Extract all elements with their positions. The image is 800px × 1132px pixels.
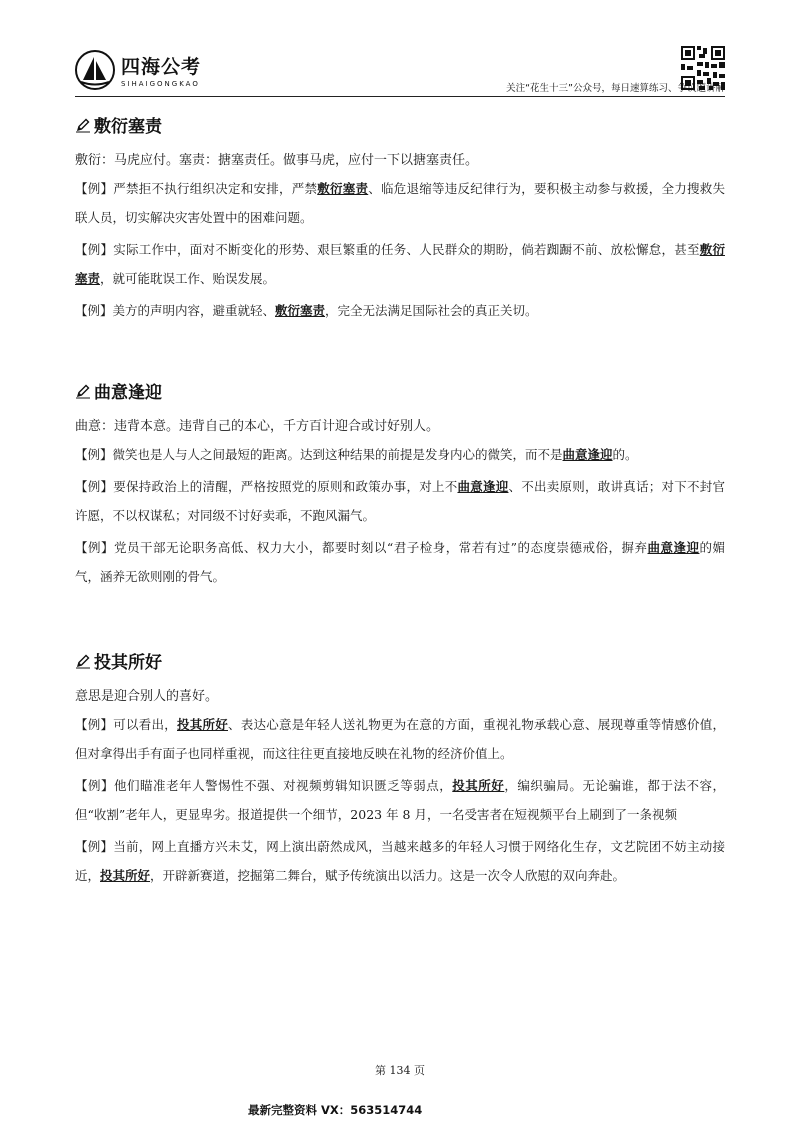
definition: 意思是迎合别人的喜好。 xyxy=(75,689,219,704)
header-note: 关注“花生十三”公众号，每日速算练习、争议题讲解 xyxy=(506,83,725,94)
idiom-section xyxy=(75,112,725,325)
example-paragraph: 【例】要保持政治上的清醒，严格按照党的原则和政策办事，对上不曲意逢迎、不出卖原则，敢讲真话；对下不封官许愿，不以权谋私；对同级不讨好卖乖，不跑风漏气。 xyxy=(75,479,725,523)
header-divider xyxy=(75,96,725,97)
keyword: 投其所好 xyxy=(100,868,151,883)
example-paragraph: 【例】微笑也是人与人之间最短的距离。达到这种结果的前提是发身内心的微笑，而不是曲意逢迎的。 xyxy=(75,447,638,462)
keyword: 曲意逢迎 xyxy=(562,447,613,462)
brand-logo xyxy=(75,50,201,90)
keyword: 敷衍塞责 xyxy=(75,242,725,286)
section-title-text: 投其所好 xyxy=(94,653,162,673)
page-header xyxy=(75,42,725,98)
section-title xyxy=(75,648,725,673)
section-title-text: 曲意逢迎 xyxy=(94,383,162,403)
footer-contact: 最新完整资料 VX：563514744 xyxy=(248,1103,423,1117)
keyword: 投其所好 xyxy=(177,717,228,732)
section-title-text: 敷衍塞责 xyxy=(94,117,162,137)
keyword: 敷衍塞责 xyxy=(317,181,369,196)
keyword: 投其所好 xyxy=(452,778,505,793)
keyword: 曲意逢迎 xyxy=(457,479,509,494)
example-paragraph: 【例】美方的声明内容，避重就轻、敷衍塞责，完全无法满足国际社会的真正关切。 xyxy=(75,303,538,318)
idiom-section xyxy=(75,648,725,890)
example-paragraph: 【例】党员干部无论职务高低、权力大小，都要时刻以“君子检身，常若有过”的态度崇德戒俗，摒弃曲意逢迎的媚气，涵养无欲则刚的骨气。 xyxy=(75,540,725,584)
pencil-icon xyxy=(75,383,91,399)
example-paragraph: 【例】可以看出，投其所好、表达心意是年轻人送礼物更为在意的方面，重视礼物承载心意、展现尊重等情感价值，但对拿得出手有面子也同样重视，而这往往更直接地反映在礼物的经济价值上。 xyxy=(75,717,725,761)
logo-english-name: SIHAIGONGKAO xyxy=(121,80,200,88)
keyword: 敷衍塞责 xyxy=(275,303,326,318)
example-paragraph: 【例】他们瞄准老年人警惕性不强、对视频剪辑知识匮乏等弱点，投其所好，编织骗局。无论骗谁，都于法不容，但“收割”老年人，更显卑劣。报道提供一个细节，2023 年 8 月，一名受害者在短视频平台上刷到了一条视频 xyxy=(75,778,725,822)
pencil-icon xyxy=(75,117,91,133)
logo-chinese-name: 四海公考 xyxy=(121,56,202,78)
keyword: 曲意逢迎 xyxy=(647,540,700,555)
section-title xyxy=(75,378,725,403)
definition: 曲意：违背本意。违背自己的本心，千方百计迎合或讨好别人。 xyxy=(75,419,440,434)
page-number: 第 134 页 xyxy=(375,1064,425,1077)
example-paragraph: 【例】严禁拒不执行组织决定和安排，严禁敷衍塞责、临危退缩等违反纪律行为，要积极主动参与救援，全力搜救失联人员，切实解决灾害处置中的困难问题。 xyxy=(75,181,725,225)
pencil-icon xyxy=(75,653,91,669)
sailboat-logo-icon xyxy=(75,50,115,90)
example-paragraph: 【例】当前，网上直播方兴未艾，网上演出蔚然成风，当越来越多的年轻人习惯于网络化生存，文艺院团不妨主动接近，投其所好，开辟新赛道，挖掘第二舞台，赋予传统演出以活力。这是一次令人欣慰的双向奔赴。 xyxy=(75,839,725,883)
idiom-section xyxy=(75,378,725,591)
definition: 敷衍：马虎应付。塞责：搪塞责任。做事马虎，应付一下以搪塞责任。 xyxy=(75,153,479,168)
example-paragraph: 【例】实际工作中，面对不断变化的形势、艰巨繁重的任务、人民群众的期盼，倘若踟蹰不前、放松懈怠，甚至敷衍塞责，就可能耽误工作、贻误发展。 xyxy=(75,242,725,286)
section-title xyxy=(75,112,725,137)
